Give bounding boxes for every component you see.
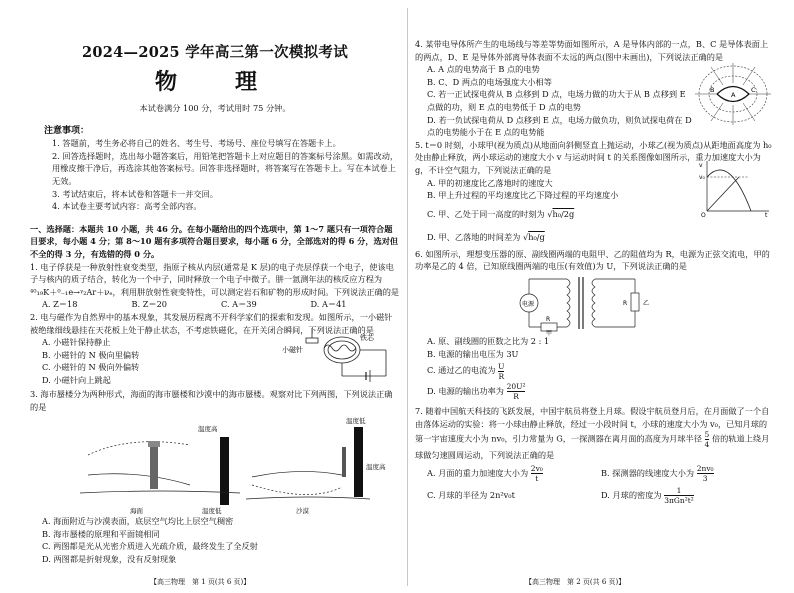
question-7-options-row2 xyxy=(415,484,775,506)
page-footer-left: 【高三物理 第 1 页(共 6 页)】 xyxy=(150,578,251,586)
fig-label: 电源 xyxy=(522,300,535,308)
temperature-bar-icon xyxy=(220,437,229,505)
question-1-stem: 1. 电子俘获是一种放射性衰变类型，指原子核从内层(通常是 K 层)的电子壳层俘获一个电子，使该电子与核内的质子结合，转化为一个中子，同时释放一个电子中微子。肼一氩测年法的核反应方程为⁴⁰₁₉K＋⁰₋₁e→ᵞ₂Ar＋νₑ，利用肼放射性衰变特性，可以测定岩石和矿物的形成时间。下列说法正确的是 xyxy=(30,261,400,297)
question-7-stem: 7. 随着中国航天科技的飞跃发展，中国宇航员将登上月球。假设宇航员登月后，在月面做了一个自由落体运动的实验：将一小球由静止释放，经过一小段时间 t，小球的速度大小为 v₀，已知月球的第一宇宙速度大小为 nv₀，引力常量为 G，一探测器在离月面的高度为月球半径 $\frac{5}{4}$ 倍的轨道上绕月球做匀速圆周运动，下列说法正确的是 xyxy=(415,406,770,461)
note-item: 1. 答题前，考生务必将自己的姓名、考生号、考场号、座位号填写在答题卡上。 xyxy=(52,138,341,149)
question-5-stem: 5. t＝0 时刻，小球甲(视为质点)从地面向斜侧竖直上抛运动，小球乙(视为质点)从距地面高度为 h₀ 处由静止释放，两小球运动的速度大小 v 与运动时间 t 的关系图像如图所示，重力加速度大小为 g，不计空气阻力，下列说法正确的是 xyxy=(415,139,772,175)
page-footer-right: 【高三物理 第 2 页(共 6 页)】 xyxy=(525,578,626,586)
subject-title: 物 理 xyxy=(154,69,275,95)
exam-title: 2024—2025 学年高三第一次模拟考试 xyxy=(81,44,349,61)
transformer-figure xyxy=(515,273,665,335)
temperature-bar-icon xyxy=(354,427,363,497)
question-2-stem: 2. 电与磁作为自然界中的基本现象，其发展历程离不开科学家们的探索和发现。如图所示，一小磁针被绝缘细线悬挂在天花板上处于静止状态，不考虑铁磁化，在开关闭合瞬间，下列说法正确的是 xyxy=(30,311,393,335)
fig-label: R xyxy=(623,299,628,307)
option-c: C. 月球的半径为 2n²v₀t xyxy=(427,489,515,500)
note-item: 2. 回答选择题时，选出每小题答案后，用铅笔把答题卡上对应题目的答案标号涂黑。如需改动，用橡皮擦干净后，再选涂其他答案标号。回答非选择题时，将答案写在答题卡上。写在本试卷上无效。 xyxy=(52,150,399,186)
option-b: B. 电源的输出电压为 3U xyxy=(427,348,519,359)
option-a: A. Z＝18 xyxy=(42,299,78,310)
fig-label: 温度高 xyxy=(366,463,386,472)
question-5-block xyxy=(415,161,775,248)
fig-label: O xyxy=(701,211,706,219)
option-d: D. 若一负试探电荷从 D 点移到 E 点，电场力做负功，则负试探电荷在 D 点的电势能小于在 E 点的电势能 xyxy=(427,114,692,138)
option-b: B. C、D 两点的电场强度大小相等 xyxy=(427,76,552,87)
option-d: D. 月球的密度为 1 3πGn²t² xyxy=(601,486,694,506)
fig-label: 温度低 xyxy=(346,417,366,426)
option-c: C. 通过乙的电流为 $\frac{U}{R}$ xyxy=(427,361,505,381)
option-c: C. A＝39 xyxy=(221,299,257,310)
left-column xyxy=(30,0,400,593)
option-c: C. 小磁针的 N 极向外偏转 xyxy=(42,362,140,373)
question-1-options xyxy=(30,298,400,311)
fig-label: 温度高 xyxy=(198,425,218,434)
fig-label: t xyxy=(765,211,768,219)
option-a: A. A 点的电势高于 B 点的电势 xyxy=(427,64,540,75)
option-b: B. 小磁针的 N 极向里偏转 xyxy=(42,349,140,360)
fig-label: B xyxy=(710,86,715,95)
question-7-options-row1 xyxy=(415,462,775,484)
fig-label: 小磁针 xyxy=(282,346,303,355)
option-b: B. 海市蜃楼的原理和平面镜相同 xyxy=(42,528,160,539)
right-column xyxy=(415,0,775,593)
note-item: 4. 本试卷主要考试内容：高考全部内容。 xyxy=(52,201,202,212)
option-a: A. 月面的重力加速度大小为 $\frac{\text{2v₀}}{t}$ xyxy=(427,464,543,484)
option-c: C. 甲、乙处于同一高度的时刻为 √h₀/2g xyxy=(427,208,575,219)
velocity-time-figure xyxy=(699,159,771,217)
magnet-coil-figure xyxy=(282,326,394,384)
fig-label: v₀ xyxy=(699,173,705,181)
mirage-figure xyxy=(80,415,386,516)
option-a: A. 海面附近与沙漠表面，底层空气均比上层空气稠密 xyxy=(42,516,234,527)
option-a: A. 小磁针保持静止 xyxy=(42,337,111,348)
option-d: D. 甲、乙落地的时间差为 √h₀/g xyxy=(427,231,545,242)
fig-label: 沙漠 xyxy=(296,507,309,516)
ship-icon xyxy=(150,445,158,489)
notes-heading: 注意事项： xyxy=(44,125,90,136)
note-item: 3. 考试结束后，将本试卷和答题卡一并交回。 xyxy=(52,188,218,199)
question-4-stem: 4. 某带电导体所产生的电场线与等差等势面如图所示，A 是导体内部的一点，B、C 是导体表面上的两点，D、E 是导体外部离导体表面不太远的两点(图中未画出)，下列说法正确的是 xyxy=(415,39,769,62)
tree-icon xyxy=(342,447,346,477)
fig-label: R xyxy=(546,315,551,323)
field-lines-figure xyxy=(693,61,773,127)
question-4-block xyxy=(415,63,775,139)
option-c: C. 两图都是光从光密介质进入光疏介质，最终发生了全反射 xyxy=(42,541,258,552)
option-d: D. 小磁针向上跳起 xyxy=(42,374,111,385)
section-heading: 一、选择题：本题共 10 小题，共 46 分。在每小题给出的四个选项中，第 1～7 题只有一项符合题目要求，每小题 4 分；第 8～10 题有多项符合题目要求，每小题 6 分，全部选对的得 6 分，选对但不全的得 3 分，有选错的得 0 分。 xyxy=(30,223,399,259)
question-6-stem: 6. 如图所示，理想变压器的原、副线圈两端的电阻甲、乙的阻值均为 R，电源为正弦交流电，甲的功率是乙的 4 倍，已知原线圈两端的电压(有效值)为 U，下列说法正确的是 xyxy=(415,248,770,272)
fig-label: 海面 xyxy=(130,507,143,516)
fig-label: A xyxy=(731,91,736,100)
question-2-block xyxy=(30,336,400,388)
option-b: B. 甲上升过程的平均速度比乙下降过程的平均速度小 xyxy=(427,190,619,201)
option-a: A. 甲的初速度比乙落地时的速度大 xyxy=(427,177,553,188)
fig-label: C xyxy=(751,86,756,95)
option-d: D. A＝41 xyxy=(310,299,347,310)
fig-label: 温度低 xyxy=(202,507,222,516)
score-info: 本试卷满分 100 分，考试用时 75 分钟。 xyxy=(139,103,291,113)
fig-label: 甲 xyxy=(546,329,553,337)
option-d: D. 电源的输出功率为 $\frac{\text{20U²}}{R}$ xyxy=(427,382,526,402)
fig-label: 乙 xyxy=(643,299,650,307)
option-d: D. 两图都是折射现象，没有反射现象 xyxy=(42,554,177,565)
fig-label: 铁芯 xyxy=(360,334,374,343)
column-divider xyxy=(407,8,408,586)
fig-label: v xyxy=(699,161,703,169)
question-3-stem: 3. 海市蜃楼分为两种形式，海面的海市蜃楼和沙漠中的海市蜃楼。观察对比下列两图，下列说法正确的是 xyxy=(30,389,393,412)
option-b: B. Z＝20 xyxy=(131,299,168,310)
option-b: B. 探测器的线速度大小为 $\frac{\text{2nv₀}}{3}$ xyxy=(601,464,714,484)
option-a: A. 原、副线圈的匝数之比为 2 : 1 xyxy=(427,335,550,346)
option-c: C. 若一正试探电荷从 B 点移到 D 点，电场力做的功大于从 B 点移到 E 点做的功，则 E 点的电势低于 D 点的电势 xyxy=(427,89,686,112)
